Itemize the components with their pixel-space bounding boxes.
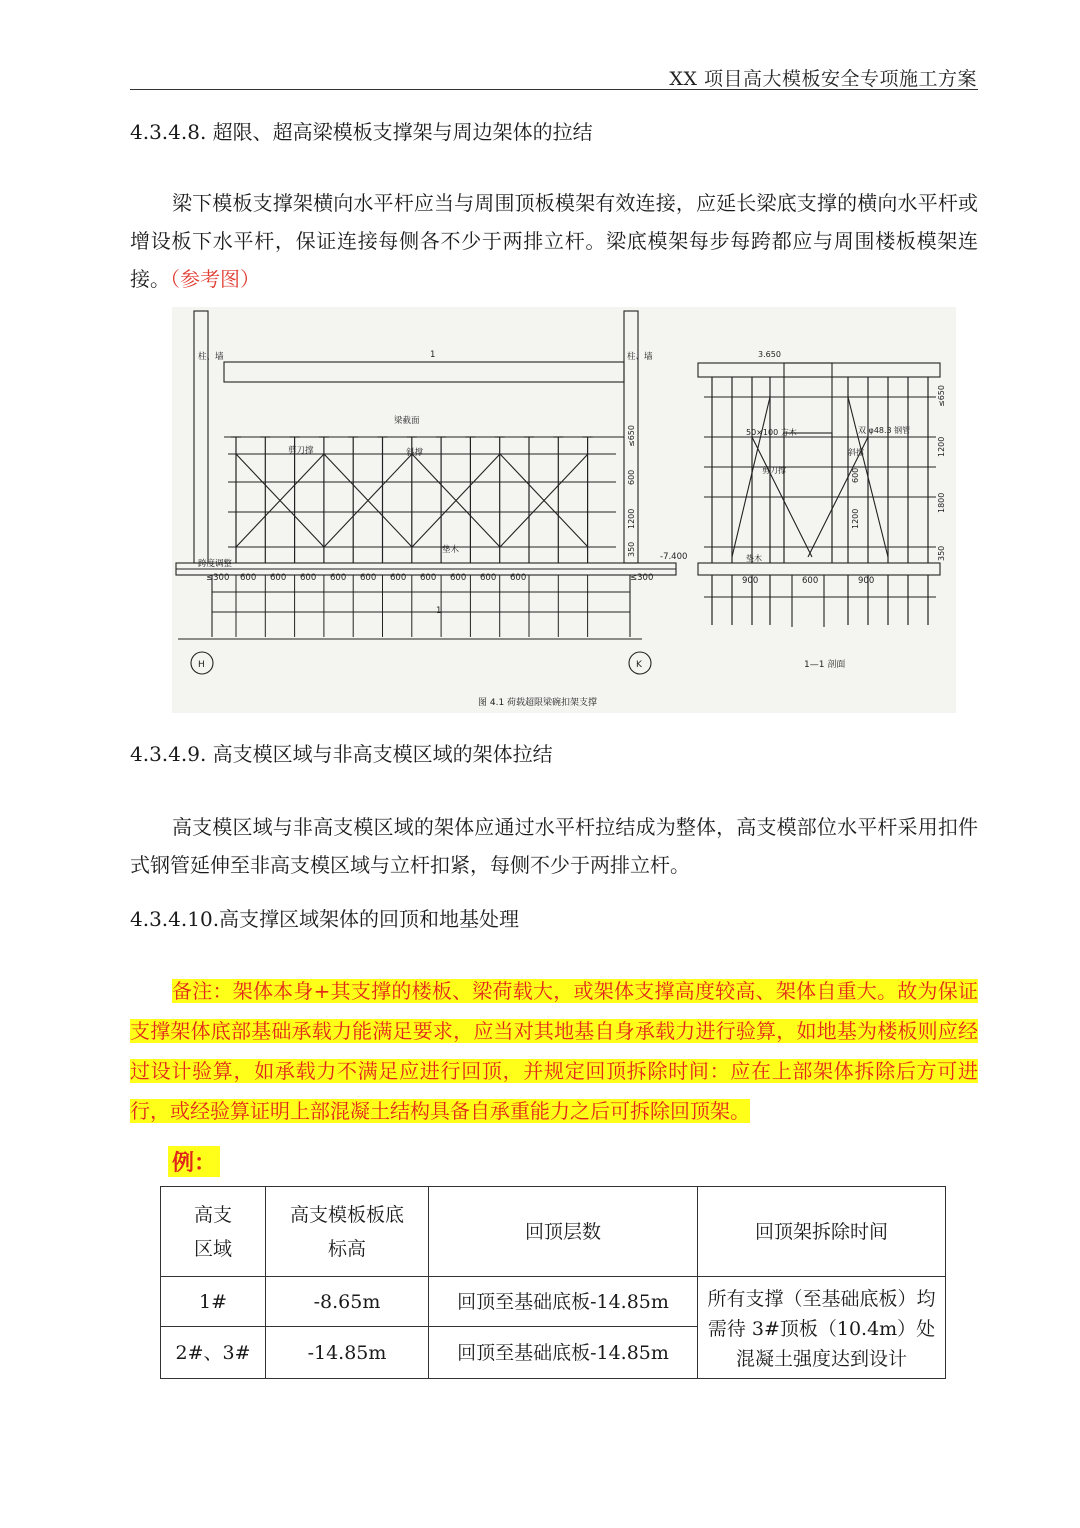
section-heading-4-3-4-10: 4.3.4.10.高支撑区域架体的回顶和地基处理 <box>130 907 520 931</box>
table-header-cell: 回顶架拆除时间 <box>698 1187 946 1277</box>
figure-caption: 图 4.1 荷载超限梁碗扣架支撑 <box>478 698 598 708</box>
table-cell: 回顶至基础底板-14.85m <box>429 1277 698 1327</box>
dimension-label: 600 <box>851 467 860 483</box>
ref-close: ） <box>240 267 260 291</box>
section-heading-4-3-4-8: 4.3.4.8. 超限、超高梁模板支撑架与周边架体的拉结 <box>130 120 593 144</box>
axis-markers <box>191 652 651 674</box>
dimension-label: 1200 <box>937 436 946 457</box>
label-steel-pipe: 双 φ48.3 钢管 <box>858 426 911 435</box>
label-column-right: 柱、墙 <box>627 352 653 362</box>
right-section-drawing <box>698 363 940 627</box>
table-cell: 回顶至基础底板-14.85m <box>429 1327 698 1379</box>
label-column-left: 柱、墙 <box>198 352 224 362</box>
header-divider <box>130 89 978 90</box>
label-section-mark-top: 1 <box>430 350 436 360</box>
label-diagonal-left: 斜撑 <box>406 448 424 458</box>
dimension-label: 600 <box>390 573 407 583</box>
table-merged-cell: 所有支撑（至基础底板）均需待 3#顶板（10.4m）处混凝土强度达到设计 <box>698 1277 946 1379</box>
table-cell: -8.65m <box>266 1277 429 1327</box>
reference-figure-link[interactable]: 参考图 <box>180 267 240 291</box>
left-lower-uprights <box>212 575 630 637</box>
axis-label-k: K <box>636 660 642 670</box>
dimension-label: ≤300 <box>630 573 654 583</box>
label-beam-section: 梁截面 <box>394 416 420 426</box>
label-right-dim-top: 3.650 <box>758 350 781 359</box>
right-beam <box>784 363 832 433</box>
label-timber-left: 垫木 <box>442 545 460 555</box>
dimension-label: 600 <box>300 573 317 583</box>
figure-beam-scaffold-support <box>172 307 956 713</box>
left-vertical-dims <box>627 425 636 557</box>
right-slab-top <box>698 363 940 377</box>
example-label: 例： <box>168 1146 220 1177</box>
dimension-label: ≤650 <box>627 425 636 447</box>
right-section-title: 1—1 剖面 <box>804 660 846 670</box>
left-elevation-drawing <box>176 311 676 639</box>
table-cell: -14.85m <box>266 1327 429 1379</box>
page-header-title: XX 项目高大模板安全专项施工方案 <box>669 68 977 90</box>
dimension-label: 600 <box>270 573 287 583</box>
dimension-label: 600 <box>480 573 497 583</box>
dimension-label: 600 <box>450 573 467 583</box>
dimension-label: 900 <box>858 576 875 586</box>
right-labels <box>746 350 910 563</box>
section-heading-4-3-4-9: 4.3.4.9. 高支模区域与非高支模区域的架体拉结 <box>130 742 553 766</box>
beam-top <box>224 362 624 382</box>
right-braces <box>732 397 888 557</box>
dimension-label: 600 <box>802 576 819 586</box>
ref-open: （ <box>170 267 180 291</box>
label-diagonal-right: 斜撑 <box>848 448 864 457</box>
axis-label-h: H <box>198 660 205 670</box>
dimension-label: ≤650 <box>937 385 946 407</box>
dimension-label: 600 <box>240 573 257 583</box>
left-column <box>194 311 208 563</box>
right-vertical-dims <box>851 385 946 561</box>
dimension-label: 1200 <box>627 508 636 529</box>
section-paragraph-4-3-4-8 <box>130 184 978 298</box>
table-header-cell: 高支模板板底 标高 <box>266 1187 429 1277</box>
dimension-label: 350 <box>627 541 636 557</box>
label-timber-top: 50×100 方木 <box>746 428 797 437</box>
backshoring-table <box>160 1186 946 1379</box>
label-section-mark-bottom: 1 <box>436 606 442 616</box>
dimension-label: 600 <box>420 573 437 583</box>
highlighted-note <box>130 971 978 1131</box>
table-cell: 2#、3# <box>161 1327 266 1379</box>
label-timber-right: 垫木 <box>746 554 762 563</box>
dimension-label: 600 <box>330 573 347 583</box>
label-span-adjust: 跨度调整 <box>198 559 233 569</box>
table-header-cell: 高支 区域 <box>161 1187 266 1277</box>
right-uprights <box>712 377 928 625</box>
dimension-label: 600 <box>627 469 636 485</box>
dimension-label: 1800 <box>937 492 946 513</box>
table-row <box>161 1277 946 1327</box>
paragraph-text: 梁下模板支撑架横向水平杆应当与周围顶板模架有效连接，应延长梁底支撑的横向水平杆或增设板下水平杆，保证连接每侧各不少于两排立杆。梁底模架每步每跨都应与周围楼板模架连接。 <box>130 191 978 291</box>
right-bottom-dims <box>742 576 874 586</box>
dimension-label: ≤300 <box>206 573 230 583</box>
table-header-cell: 回顶层数 <box>429 1187 698 1277</box>
dimension-label: 350 <box>937 545 946 561</box>
dimension-label: 1200 <box>851 508 860 529</box>
table-cell: 1# <box>161 1277 266 1327</box>
note-text: 备注：架体本身+其支撑的楼板、梁荷载大，或架体支撑高度较高、架体自重大。故为保证支撑架体底部基础承载力能满足要求，应当对其地基自身承载力进行验算，如地基为楼板则应经过设计验算，如承载力不满足应进行回顶，并规定回顶拆除时间：应在上部架体拆除后方可进行，或经验算证明上部混凝土结构具备自承重能力之后可拆除回顶架。 <box>130 979 978 1123</box>
dimension-label: 600 <box>510 573 527 583</box>
dimension-label: 600 <box>360 573 377 583</box>
table-header-row <box>161 1187 946 1277</box>
dimension-label: 900 <box>742 576 759 586</box>
right-slab-bottom <box>698 563 940 575</box>
label-cross-brace-right: 剪刀撑 <box>762 466 786 475</box>
label-cross-brace-left: 剪刀撑 <box>288 446 314 456</box>
label-elevation: -7.400 <box>660 552 688 562</box>
section-paragraph-4-3-4-9: 高支模区域与非高支模区域的架体应通过水平杆拉结成为整体，高支模部位水平杆采用扣件式钢管延伸至非高支模区域与立杆扣紧，每侧不少于两排立杆。 <box>130 815 978 877</box>
